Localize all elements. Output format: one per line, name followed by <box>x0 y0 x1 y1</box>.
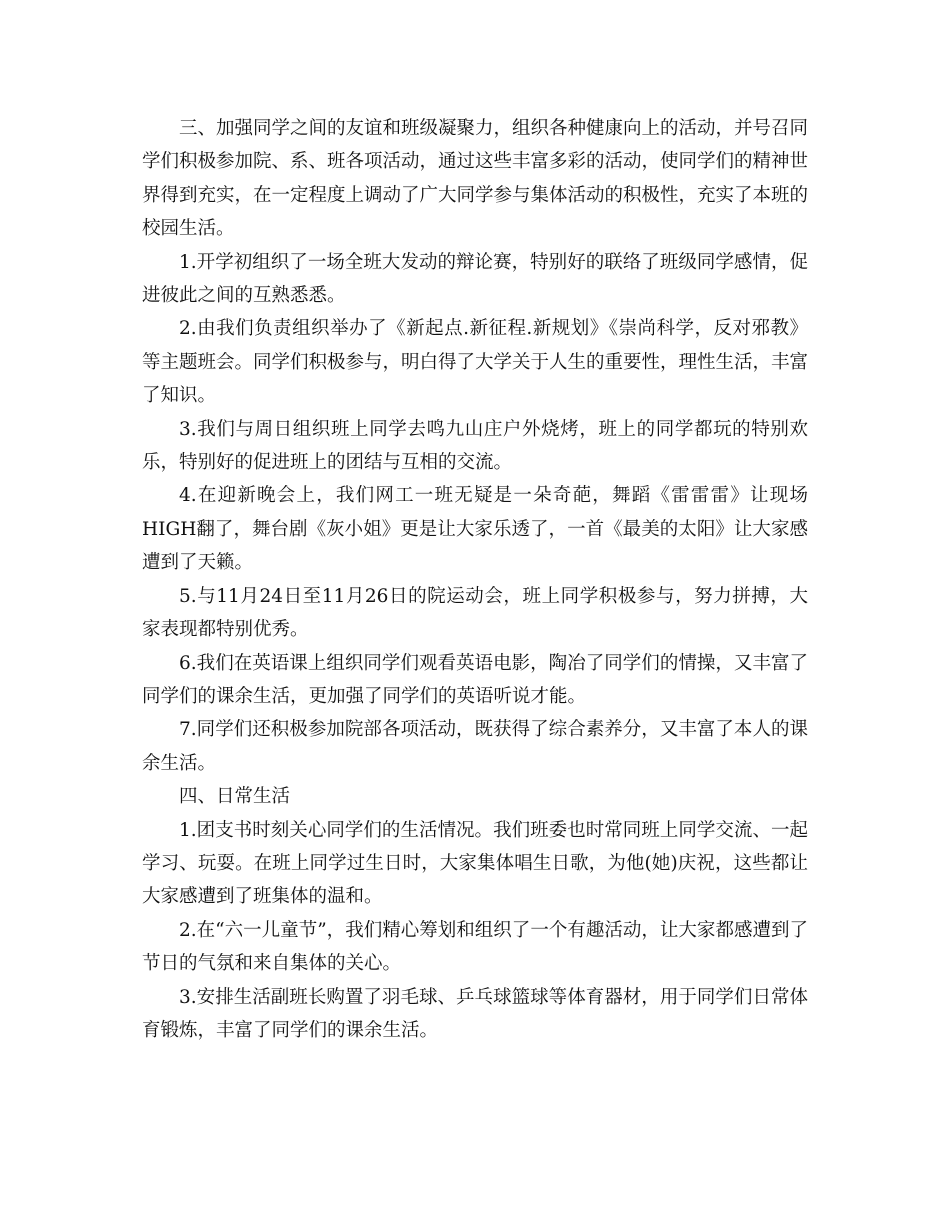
section-4-heading: 四、日常生活 <box>179 786 291 808</box>
section-3-item-5: 5.与11月24日至11月26日的院运动会，班上同学积极参与，努力拼搏，大家表现都特别优秀。 <box>142 585 808 641</box>
section-4-item-2: 2.在“六一儿童节”，我们精心筹划和组织了一个有趣活动，让大家都感遭到了节日的气氛和来自集体的关心。 <box>142 919 808 975</box>
section-3-intro: 三、加强同学之间的友谊和班级凝聚力，组织各种健康向上的活动，并号召同学们积极参加院、系、班各项活动，通过这些丰富多彩的活动，使同学们的精神世界得到充实，在一定程度上调动了广大同学参与集体活动的积极性，充实了本班的校园生活。 <box>142 118 809 240</box>
document-body <box>142 112 808 1047</box>
section-3-item-4: 4.在迎新晚会上，我们网工一班无疑是一朵奇葩，舞蹈《雷雷雷》让现场HIGH翻了，舞台剧《灰小姐》更是让大家乐透了，一首《最美的太阳》让大家感遭到了天籁。 <box>142 485 808 574</box>
section-3-item-2: 2.由我们负责组织举办了《新起点.新征程.新规划》《崇尚科学，反对邪教》等主题班会。同学们积极参与，明白得了大学关于人生的重要性，理性生活，丰富了知识。 <box>142 318 809 407</box>
section-4-item-1: 1.团支书时刻关心同学们的生活情况。我们班委也时常同班上同学交流、一起学习、玩耍。在班上同学过生日时，大家集体唱生日歌，为他(她)庆祝，这些都让大家感遭到了班集体的温和。 <box>142 819 808 908</box>
section-3-item-7: 7.同学们还积极参加院部各项活动，既获得了综合素养分，又丰富了本人的课余生活。 <box>142 719 808 774</box>
section-3-item-1: 1.开学初组织了一场全班大发动的辩论赛，特别好的联络了班级同学感情，促进彼此之间的互熟悉悉。 <box>142 251 808 307</box>
section-3-item-3: 3.我们与周日组织班上同学去鸣九山庄户外烧烤，班上的同学都玩的特别欢乐，特别好的促进班上的团结与互相的交流。 <box>142 418 808 474</box>
section-3-item-6: 6.我们在英语课上组织同学们观看英语电影，陶冶了同学们的情操，又丰富了同学们的课余生活，更加强了同学们的英语听说才能。 <box>142 652 808 707</box>
section-4-item-3: 3.安排生活副班长购置了羽毛球、乒乓球篮球等体育器材，用于同学们日常体育锻炼，丰富了同学们的课余生活。 <box>142 986 808 1041</box>
